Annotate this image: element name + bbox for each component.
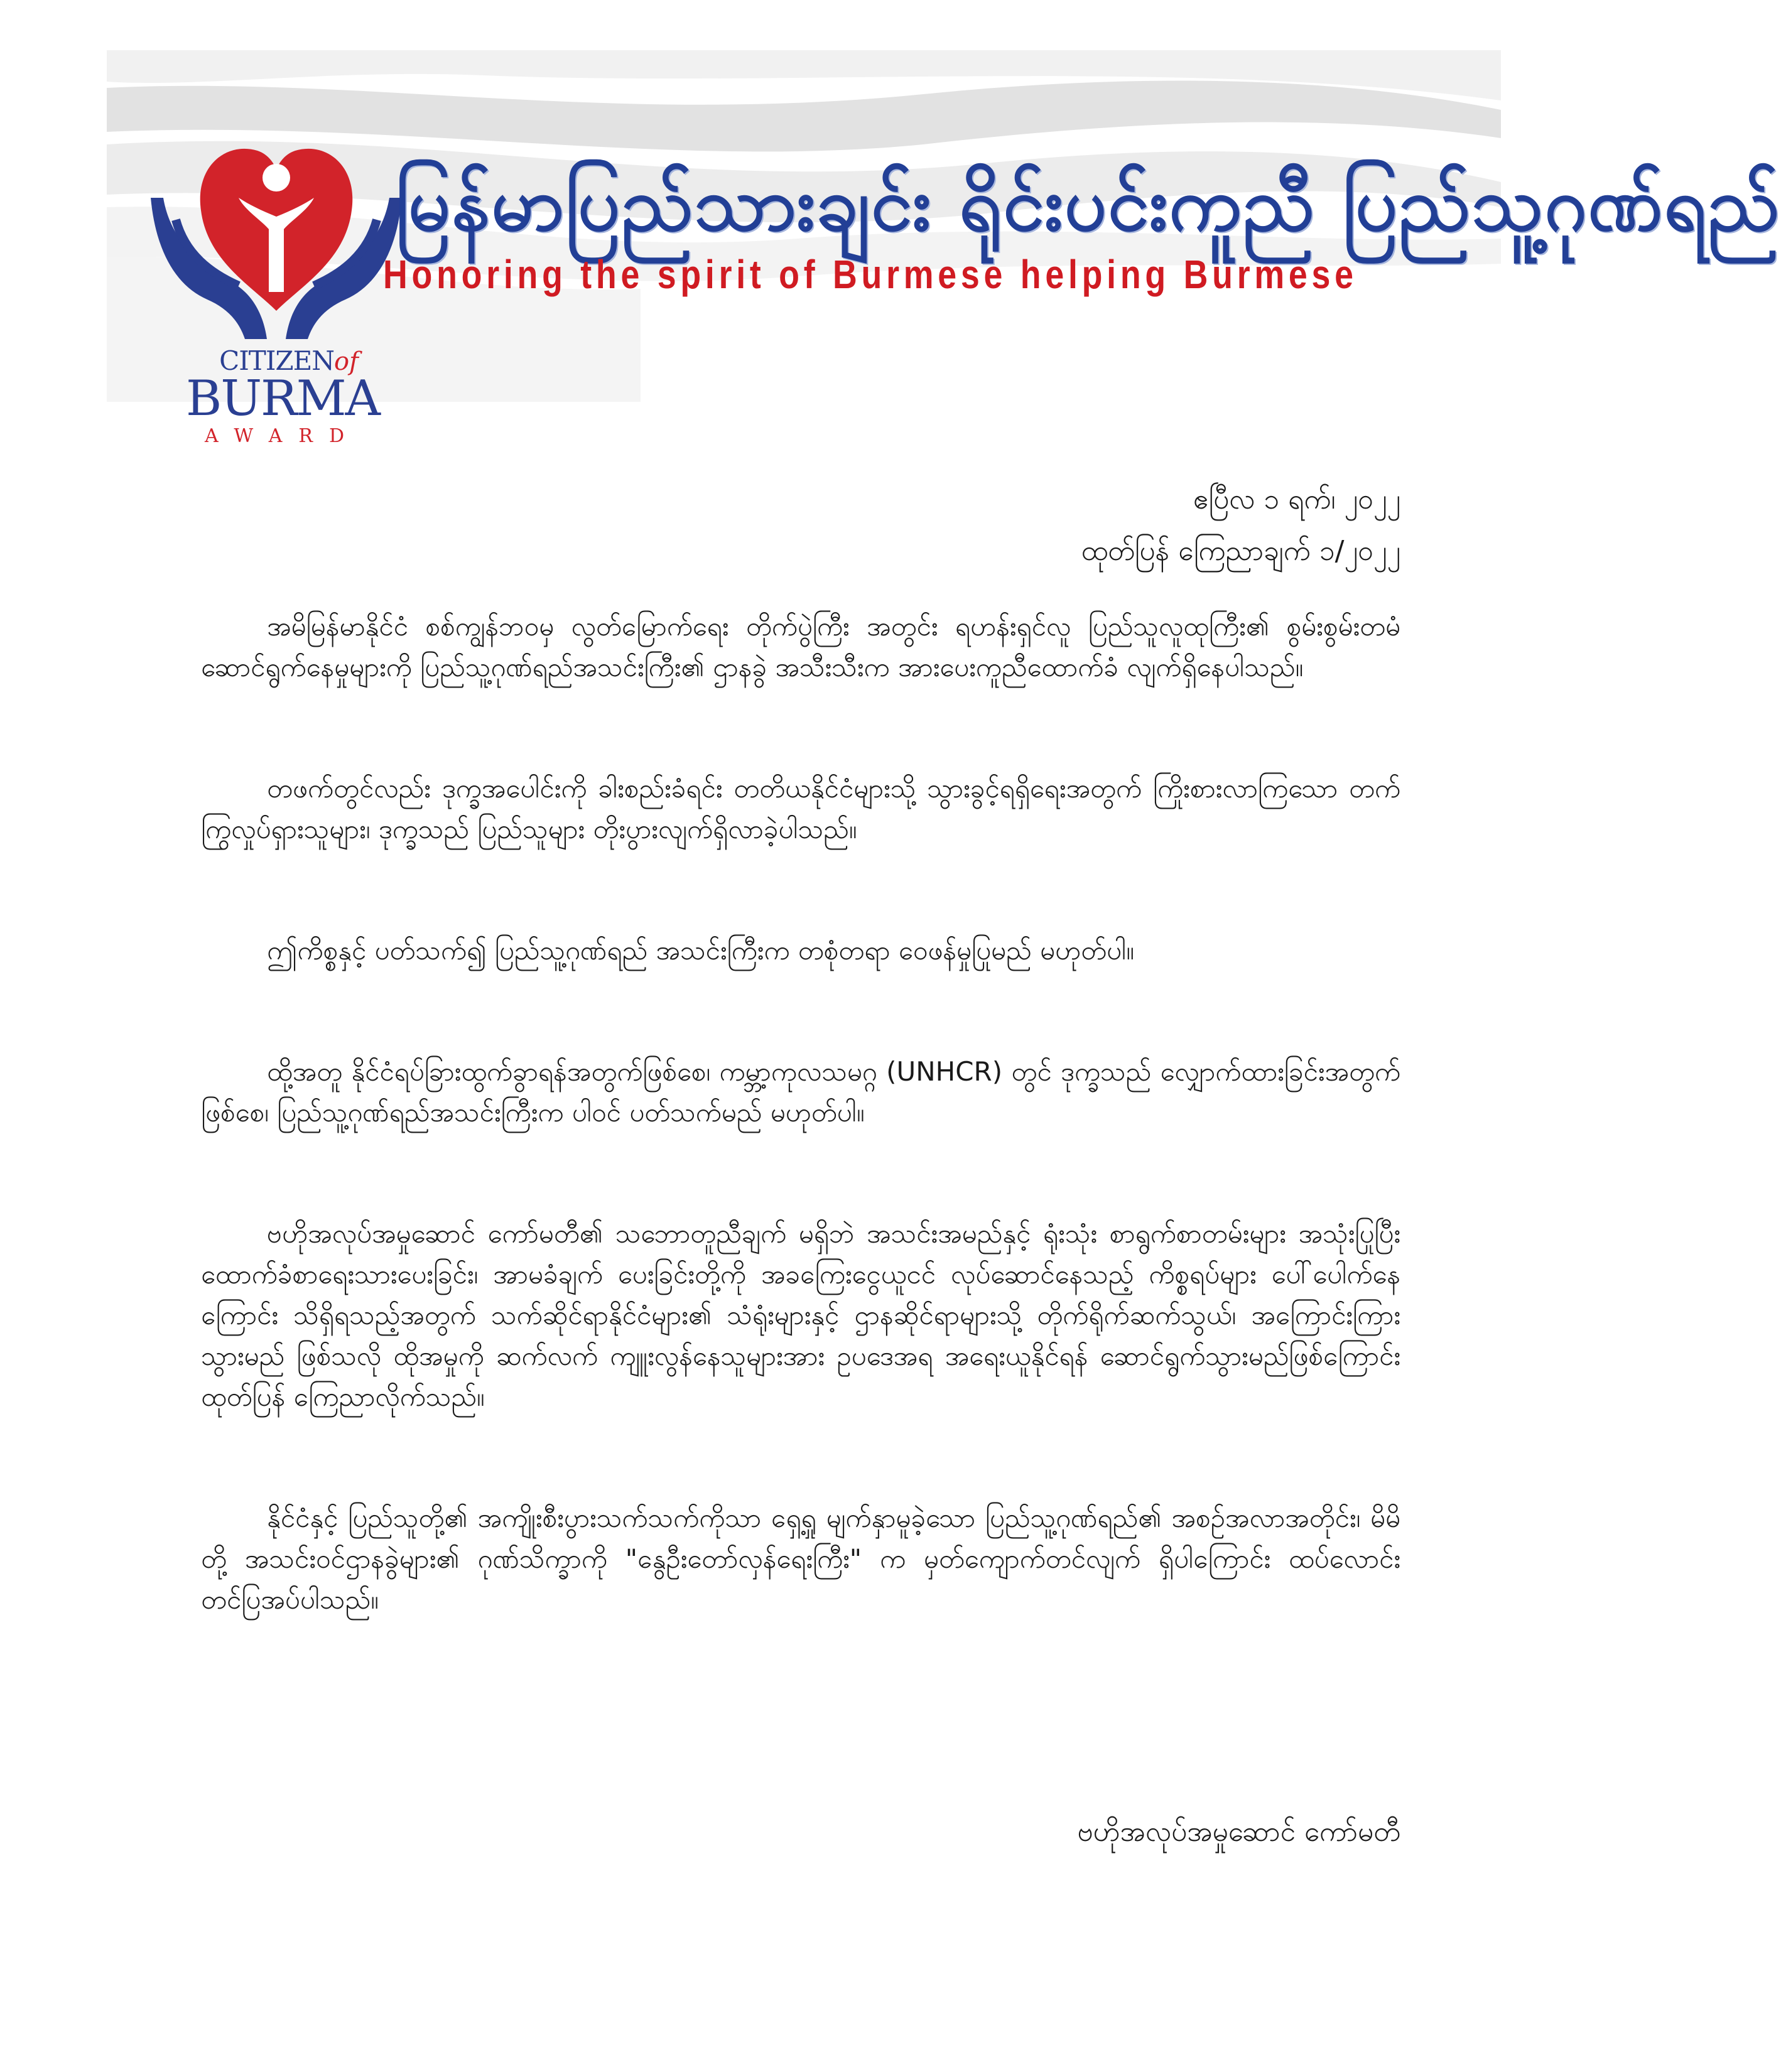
paragraph: တဖက်တွင်လည်း ဒုက္ခအပေါင်းကို ခါးစည်းခံရင်း တတိယနိုင်ငံများသို့ သွားခွင့်ရရှိရေးအတွက် ကြိုးစားလာကြသော တက်ကြွလှုပ်ရှားသူများ၊ ဒုက္ခသည် ပြည်သူများ တိုးပွားလျက်ရှိလာခဲ့ပါသည်။ xyxy=(201,773,1400,844)
paragraph: ဗဟိုအလုပ်အမှုဆောင် ကော်မတီ၏ သဘောတူညီချက် မရှိဘဲ အသင်းအမည်နှင့် ရုံးသုံး စာရွက်စာတမ်းများ အသုံးပြုပြီး ထောက်ခံစာရေးသားပေးခြင်း၊ အာမခံချက် ပေးခြင်းတို့ကို အခကြေးငွေယူငင် လုပ်ဆောင်နေသည့် ကိစ္စရပ်များ ပေါ်ပေါက်နေကြောင်း သိရှိရသည့်အတွက် သက်ဆိုင်ရာနိုင်ငံများ၏ သံရုံးများနှင့် ဌာနဆိုင်ရာများသို့ တိုက်ရိုက်ဆက်သွယ်၊ အကြောင်းကြားသွားမည် ဖြစ်သလို ထိုအမှုကို ဆက်လက် ကျူးလွန်နေသူများအား ဥပဒေအရ အရေးယူနိုင်ရန် ဆောင်ရွက်သွားမည်ဖြစ်ကြောင်း ထုတ်ပြန် ကြေညာလိုက်သည်။ xyxy=(201,1218,1400,1412)
paragraph: အမိမြန်မာနိုင်ငံ စစ်ကျွန်ဘဝမှ လွတ်မြောက်ရေး တိုက်ပွဲကြီး အတွင်း ရဟန်းရှင်လူ ပြည်သူလူထုကြီး၏ စွမ်းစွမ်းတမံဆောင်ရွက်နေမှုများကို ပြည်သူ့ဂုဏ်ရည်အသင်းကြီး၏ ဌာနခွဲ အသီးသီးက အားပေးကူညီထောက်ခံ လျက်ရှိနေပါသည်။ xyxy=(201,611,1400,683)
letter-reference: ထုတ်ပြန် ကြေညာချက် ၁/၂၀၂၂ xyxy=(1081,535,1400,567)
letter-body xyxy=(201,606,1400,1700)
letter-meta xyxy=(1081,474,1400,577)
logo-word-burma: BURMA xyxy=(186,370,379,427)
citizen-of-burma-award-logo xyxy=(151,104,402,455)
paragraph: ဤကိစ္စနှင့် ပတ်သက်၍ ပြည်သူ့ဂုဏ်ရည် အသင်းကြီးက တစုံတရာ ဝေဖန်မှုပြုမည် မဟုတ်ပါ။ xyxy=(267,935,1134,966)
letter-date: ဧပြီလ ၁ ရက်၊ ၂၀၂၂ xyxy=(1193,483,1400,515)
signature: ဗဟိုအလုပ်အမှုဆောင် ကော်မတီ xyxy=(1077,1816,1400,1848)
letterhead xyxy=(107,50,1781,447)
logo-word-award: AWARD xyxy=(204,425,361,447)
organization-name: မြန်မာပြည်သားချင်း ရိုင်းပင်းကူညီ ပြည်သူ့ဂုဏ်ရည် xyxy=(396,161,1781,247)
tagline: Honoring the spirit of Burmese helping Burmese xyxy=(383,252,1358,297)
paragraph: ထို့အတူ နိုင်ငံရပ်ခြားထွက်ခွာရန်အတွက်ဖြစ်စေ၊ ကမ္ဘာ့ကုလသမဂ္ဂ (UNHCR) တွင် ဒုက္ခသည် လျှောက်ထားခြင်းအတွက်ဖြစ်စေ၊ ပြည်သူ့ဂုဏ်ရည်အသင်းကြီးက ပါဝင် ပတ်သက်မည် မဟုတ်ပါ။ xyxy=(201,1056,1400,1128)
logo-word-citizen: CITIZEN xyxy=(219,345,335,376)
logo-word-of: of xyxy=(334,347,359,376)
paragraph: နိုင်ငံနှင့် ပြည်သူတို့၏ အကျိုးစီးပွားသက်သက်ကိုသာ ရှေ့ရှု မျက်နှာမူခဲ့သော ပြည်သူ့ဂုဏ်ရည်၏ အစဉ်အလာအတိုင်း၊ မိမိတို့ အသင်းဝင်ဌာနခွဲများ၏ ဂုဏ်သိက္ခာကို "နွေဦးတော်လှန်ရေးကြီး" က မှတ်ကျောက်တင်လျက် ရှိပါကြောင်း ထပ်လောင်း တင်ပြအပ်ပါသည်။ xyxy=(201,1503,1400,1615)
